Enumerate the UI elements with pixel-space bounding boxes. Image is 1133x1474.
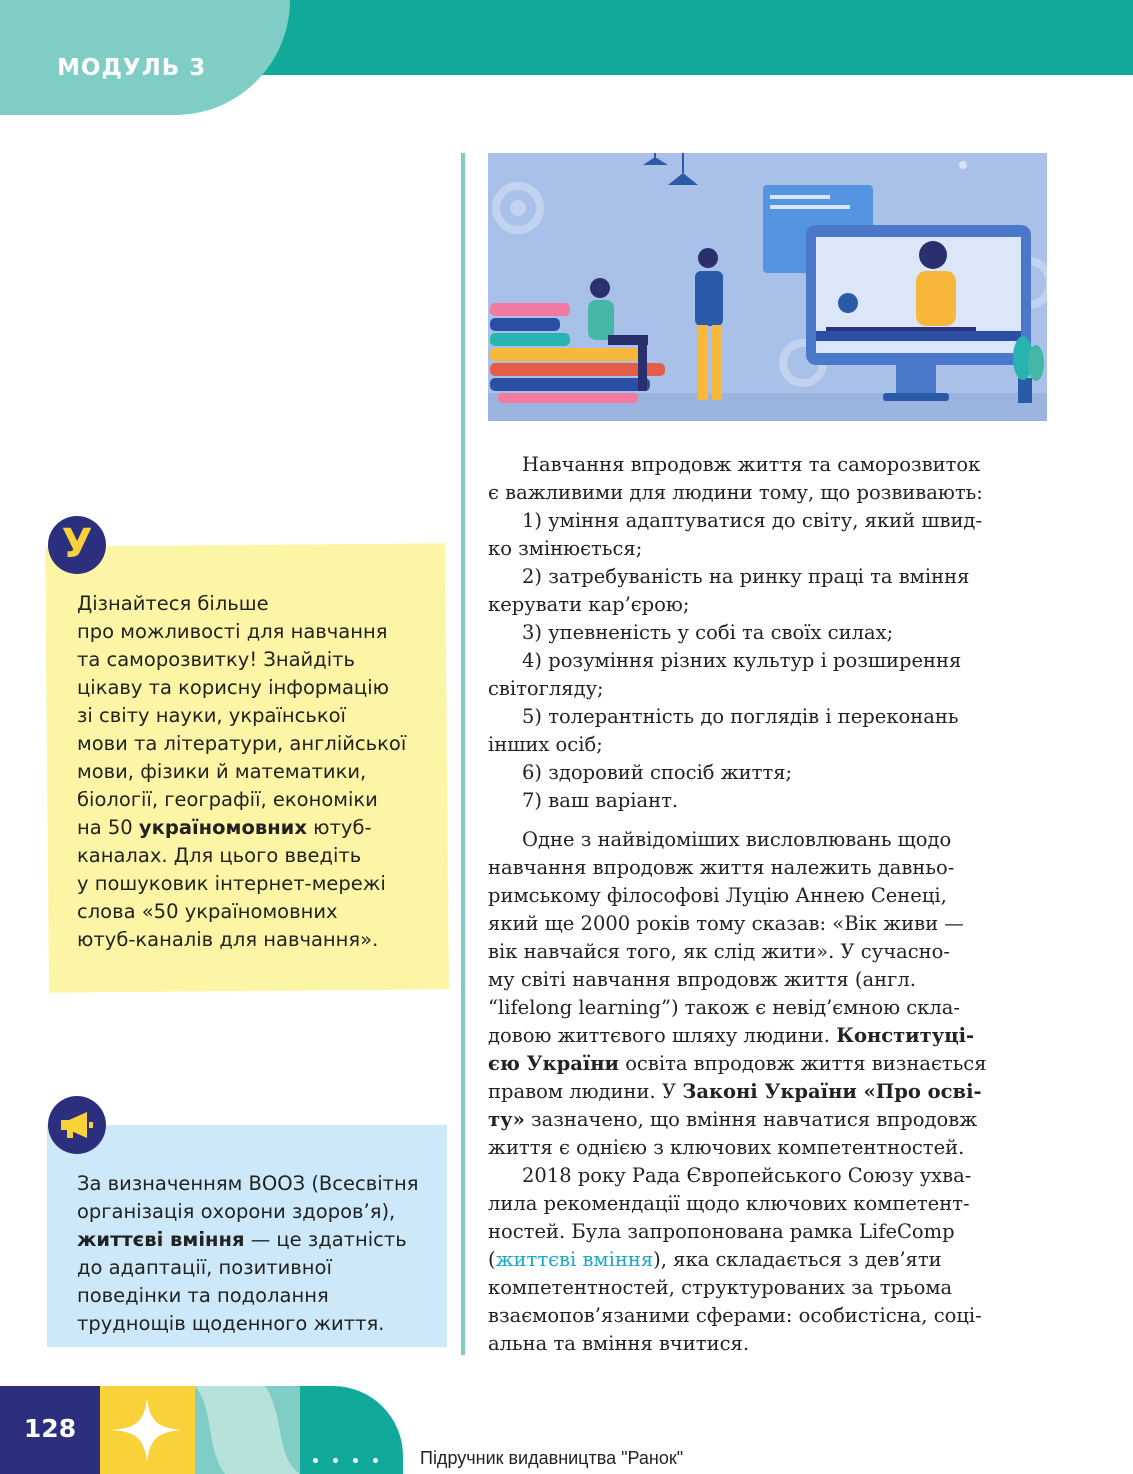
module-label: МОДУЛЬ 3	[57, 55, 207, 81]
paragraph-line	[488, 1246, 1042, 1274]
footer-mint-block	[195, 1386, 300, 1474]
definition-line: За визначенням ВООЗ (Всесвітня	[77, 1172, 419, 1195]
bold-term: Законі України «Про осві-	[682, 1080, 982, 1103]
list-item-line: інших осіб;	[488, 733, 603, 756]
paragraph-line: 2018 року Рада Європейського Союзу ухва-	[522, 1164, 972, 1187]
list-item-line: 2) затребуваність на ринку праці та вміння	[522, 565, 970, 588]
list-item-line: 5) толерантність до поглядів і переконань	[522, 705, 959, 728]
tip-line: каналах. Для цього введіть	[77, 844, 362, 867]
footer-yellow-block	[100, 1386, 195, 1474]
paragraph-line: му світі навчання впродовж життя (англ.	[488, 968, 916, 991]
tip-line: цікаву та корисну інформацію	[77, 676, 390, 699]
bold-term: ту»	[488, 1108, 525, 1131]
definition-line: до адаптації, позитивної	[77, 1256, 332, 1279]
list-item-line: 6) здоровий спосіб життя;	[522, 761, 793, 784]
definition-line	[77, 1226, 437, 1254]
page-number-block	[0, 1386, 100, 1474]
text-run: зазначено, що вміння навчатися впродовж	[530, 1108, 978, 1131]
tip-badge	[48, 516, 106, 574]
footer-dots	[313, 1450, 393, 1468]
main-text	[488, 451, 1042, 1358]
tip-line: у пошуковик інтернет-мережі	[77, 872, 386, 895]
text-run: освіта впродовж життя визнається	[625, 1052, 987, 1075]
lifelong-learning-illustration	[488, 153, 1047, 421]
definition-line: труднощів щоденного життя.	[77, 1312, 385, 1335]
paragraph-line	[488, 1078, 1042, 1106]
paragraph-line: Одне з найвідоміших висловлювань щодо	[522, 828, 952, 851]
intro-line: є важливими для людини тому, що розвивають:	[488, 481, 983, 504]
paragraph-line: ностей. Була запропонована рамка LifeComp	[488, 1220, 955, 1243]
bold-term: україномовних	[138, 816, 307, 839]
definition-text	[77, 1170, 437, 1338]
paragraph-line	[488, 1106, 1042, 1134]
publisher-label: Підручник видавництва "Ранок"	[420, 1448, 684, 1468]
page-number: 128	[23, 1414, 77, 1443]
text-run: довою життєвого шляху людини.	[488, 1024, 830, 1047]
tip-line: біології, географії, економіки	[77, 788, 378, 811]
paragraph-line: взаємопов’язаними сферами: особистісна, соці-	[488, 1304, 982, 1327]
list-item-line: 3) упевненість у собі та своїх силах;	[522, 621, 894, 644]
paragraph-line	[488, 1050, 1042, 1078]
tip-line: мови, фізики й математики,	[77, 760, 367, 783]
list-item-line: ко змінюється;	[488, 537, 643, 560]
paragraph-line: навчання впродовж життя належить давньо-	[488, 856, 955, 879]
text-run: на 50	[77, 816, 133, 839]
tip-line: про можливості для навчання	[77, 620, 388, 643]
paragraph-line: римському філософові Луцію Аннею Сенеці,	[488, 884, 947, 907]
life-skills-link[interactable]: життєві вміння	[495, 1248, 654, 1271]
bold-term: єю України	[488, 1052, 619, 1075]
bold-term: Конституці-	[836, 1024, 975, 1047]
paragraph-line: компетентностей, структурованих за трьома	[488, 1276, 953, 1299]
tip-line	[77, 814, 437, 842]
text-run: — це здатність	[250, 1228, 407, 1251]
tip-line: мови та літератури, англійської	[77, 732, 407, 755]
tip-line: зі світу науки, української	[77, 704, 346, 727]
text-run: правом людини. У	[488, 1080, 677, 1103]
paragraph-line: “lifelong learning”) також є невід’ємною скла-	[488, 996, 961, 1019]
tip-line: слова «50 україномовних	[77, 900, 338, 923]
bold-term: життєві вміння	[77, 1228, 245, 1251]
list-item-line: 1) уміння адаптуватися до світу, який швид-	[522, 509, 983, 532]
column-divider	[461, 153, 465, 1355]
sparkle-icon	[100, 1386, 195, 1474]
paragraph-line: вік навчайся того, як слід жити». У сучасно-	[488, 940, 950, 963]
text-run: (	[488, 1248, 496, 1271]
definition-line: поведінки та подолання	[77, 1284, 329, 1307]
definition-line: організація охорони здоров’я),	[77, 1200, 396, 1223]
paragraph-line: альна та вміння вчитися.	[488, 1332, 750, 1355]
list-item-line: світогляду;	[488, 677, 604, 700]
leaf-shape	[195, 1386, 300, 1474]
intro-line: Навчання впродовж життя та саморозвиток	[522, 453, 981, 476]
tip-line: ютуб-каналів для навчання».	[77, 928, 379, 951]
tip-line: та саморозвитку! Знайдіть	[77, 648, 355, 671]
list-item-line: керувати кар’єрою;	[488, 593, 690, 616]
tip-line: Дізнайтеся більше	[77, 592, 269, 615]
text-run: ), яка складається з дев’яти	[653, 1248, 942, 1271]
list-item-line: 4) розуміння різних культур і розширення	[522, 649, 962, 672]
paragraph-line: який ще 2000 років тому сказав: «Вік живи —	[488, 912, 964, 935]
paragraph-line: лила рекомендації щодо ключових компетент-	[488, 1192, 970, 1215]
text-run: ютуб-	[313, 816, 372, 839]
list-item-line: 7) ваш варіант.	[522, 789, 679, 812]
paragraph-line: життя є однією з ключових компетентностей.	[488, 1136, 965, 1159]
paragraph-line	[488, 1022, 1042, 1050]
footer	[0, 1386, 1133, 1474]
tip-badge-letter: У	[61, 521, 93, 567]
tip-text	[77, 590, 437, 954]
megaphone-badge	[48, 1096, 106, 1154]
megaphone-icon	[59, 1110, 95, 1140]
